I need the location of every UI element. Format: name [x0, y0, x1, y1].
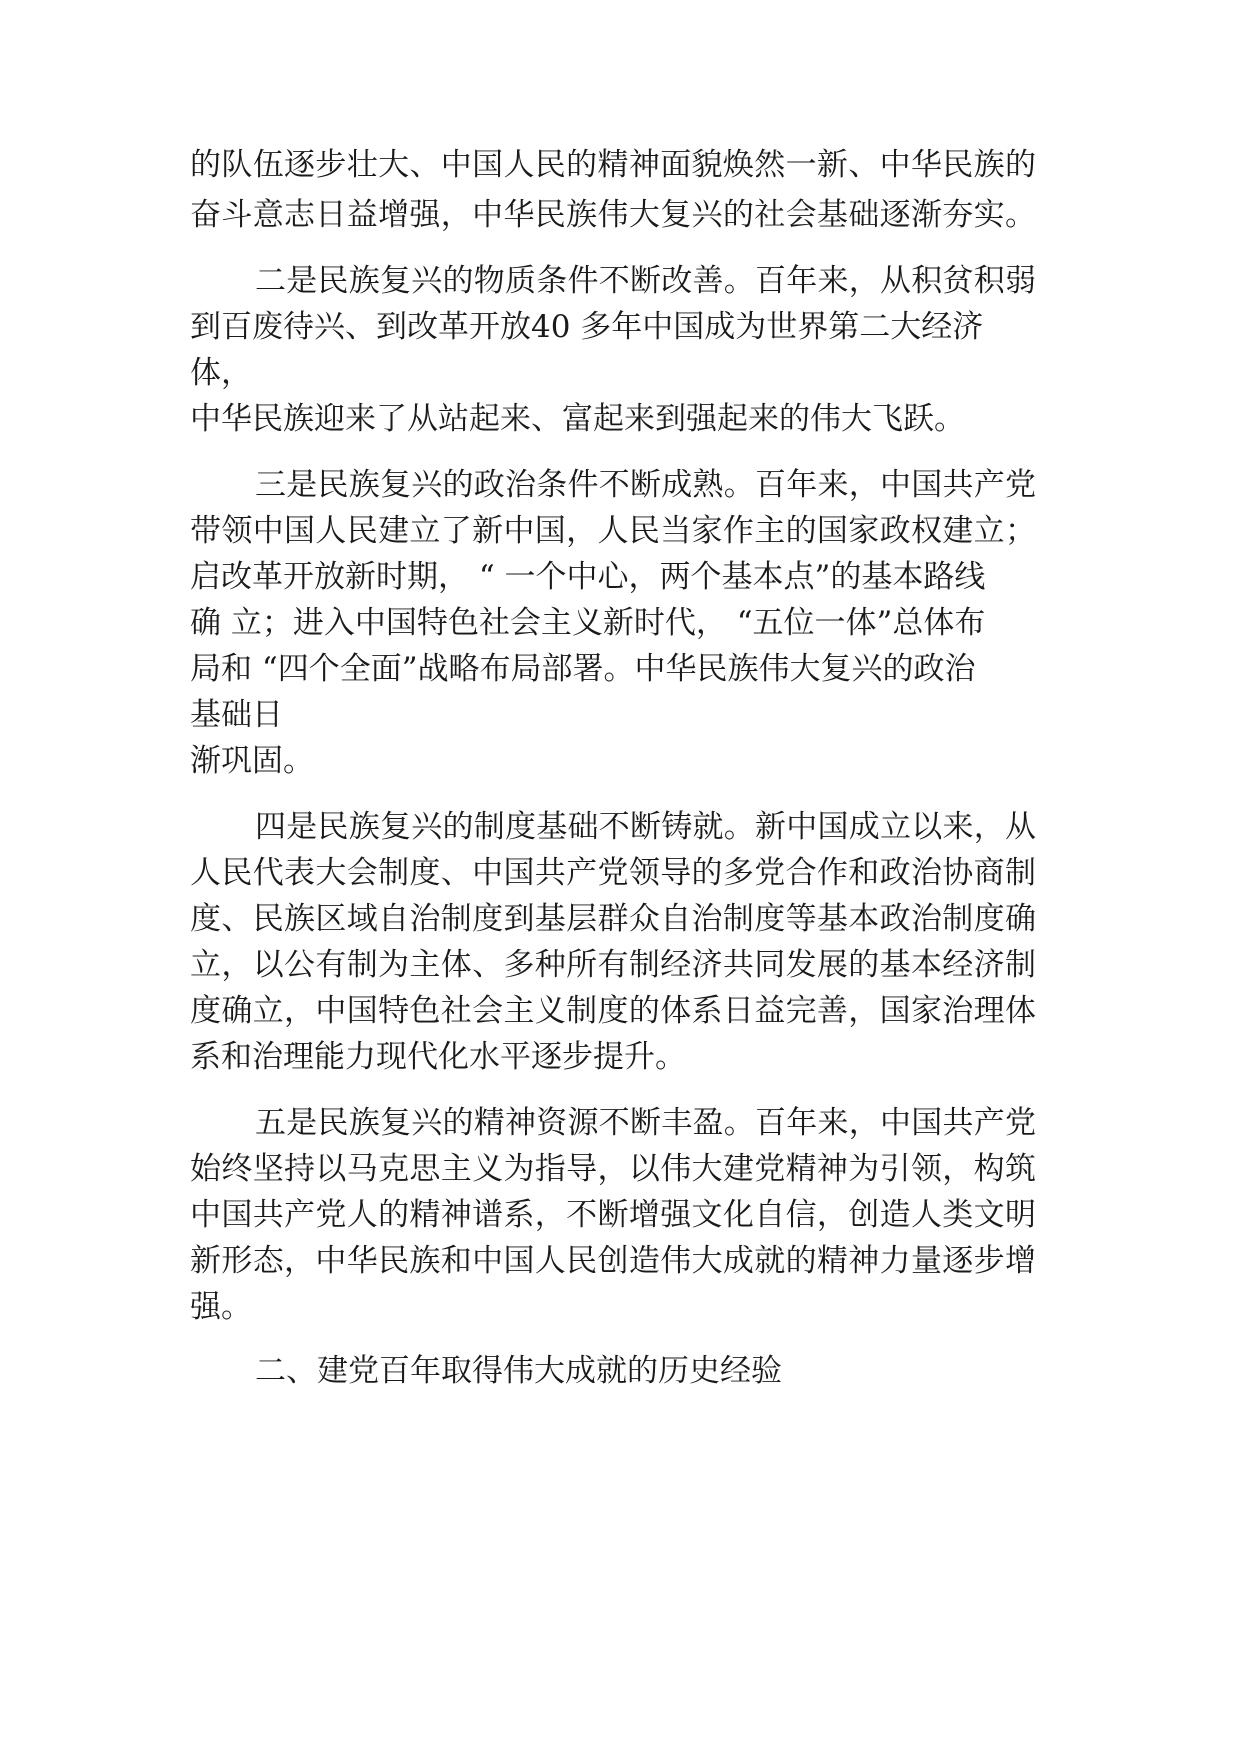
text-line: 系和治理能力现代化水平逐步提升。 [190, 1039, 686, 1075]
text-line: 中华民族迎来了从站起来、富起来到强起来的伟大飞跃。 [190, 401, 965, 437]
text-line: 人民代表大会制度、中国共产党领导的多党合作和政治协商制 [190, 855, 1036, 891]
text-line: 三是民族复兴的政治条件不断成熟。百年来，中国共产党 [255, 467, 1036, 503]
text-line: 五是民族复兴的精神资源不断丰盈。百年来，中国共产党 [255, 1105, 1036, 1141]
text-line: 渐巩固。 [190, 743, 314, 779]
text-line: 体， [190, 355, 252, 391]
text-line: 强。 [190, 1289, 252, 1325]
text-line: 四是民族复兴的制度基础不断铸就。新中国成立以来，从 [255, 809, 1036, 845]
text-line: 带领中国人民建立了新中国，人民当家作主的国家政权建立； [190, 513, 1036, 549]
section-heading: 二、建党百年取得伟大成就的历史经验 [255, 1353, 782, 1389]
text-line: 奋斗意志日益增强，中华民族伟大复兴的社会基础逐渐夯实。 [190, 197, 1036, 233]
text-line: 始终坚持以马克思主义为指导，以伟大建党精神为引领，构筑 [190, 1151, 1036, 1187]
text-line: 局和 “四个全面”战略布局部署。中华民族伟大复兴的政治 [190, 651, 976, 687]
text-line: 度确立，中国特色社会主义制度的体系日益完善，国家治理体 [190, 993, 1036, 1029]
text-line: 度、民族区域自治制度到基层群众自治制度等基本政治制度确 [190, 901, 1036, 937]
text-line: 到百废待兴、到改革开放40 多年中国成为世界第二大经济 [190, 309, 984, 345]
text-line: 的队伍逐步壮大、中国人民的精神面貌焕然一新、中华民族的 [190, 147, 1036, 183]
text-line: 中国共产党人的精神谱系，不断增强文化自信，创造人类文明 [190, 1197, 1036, 1233]
text-line: 确 立；进入中国特色社会主义新时代， “五位一体”总体布 [190, 605, 986, 641]
text-line: 立，以公有制为主体、多种所有制经济共同发展的基本经济制 [190, 947, 1036, 983]
text-line: 启改革开放新时期， “ 一个中心，两个基本点”的基本路线 [190, 559, 986, 595]
text-line: 基础日 [190, 697, 283, 733]
text-line: 二是民族复兴的物质条件不断改善。百年来，从积贫积弱 [255, 263, 1036, 299]
text-line: 新形态，中华民族和中国人民创造伟大成就的精神力量逐步增 [190, 1243, 1036, 1279]
